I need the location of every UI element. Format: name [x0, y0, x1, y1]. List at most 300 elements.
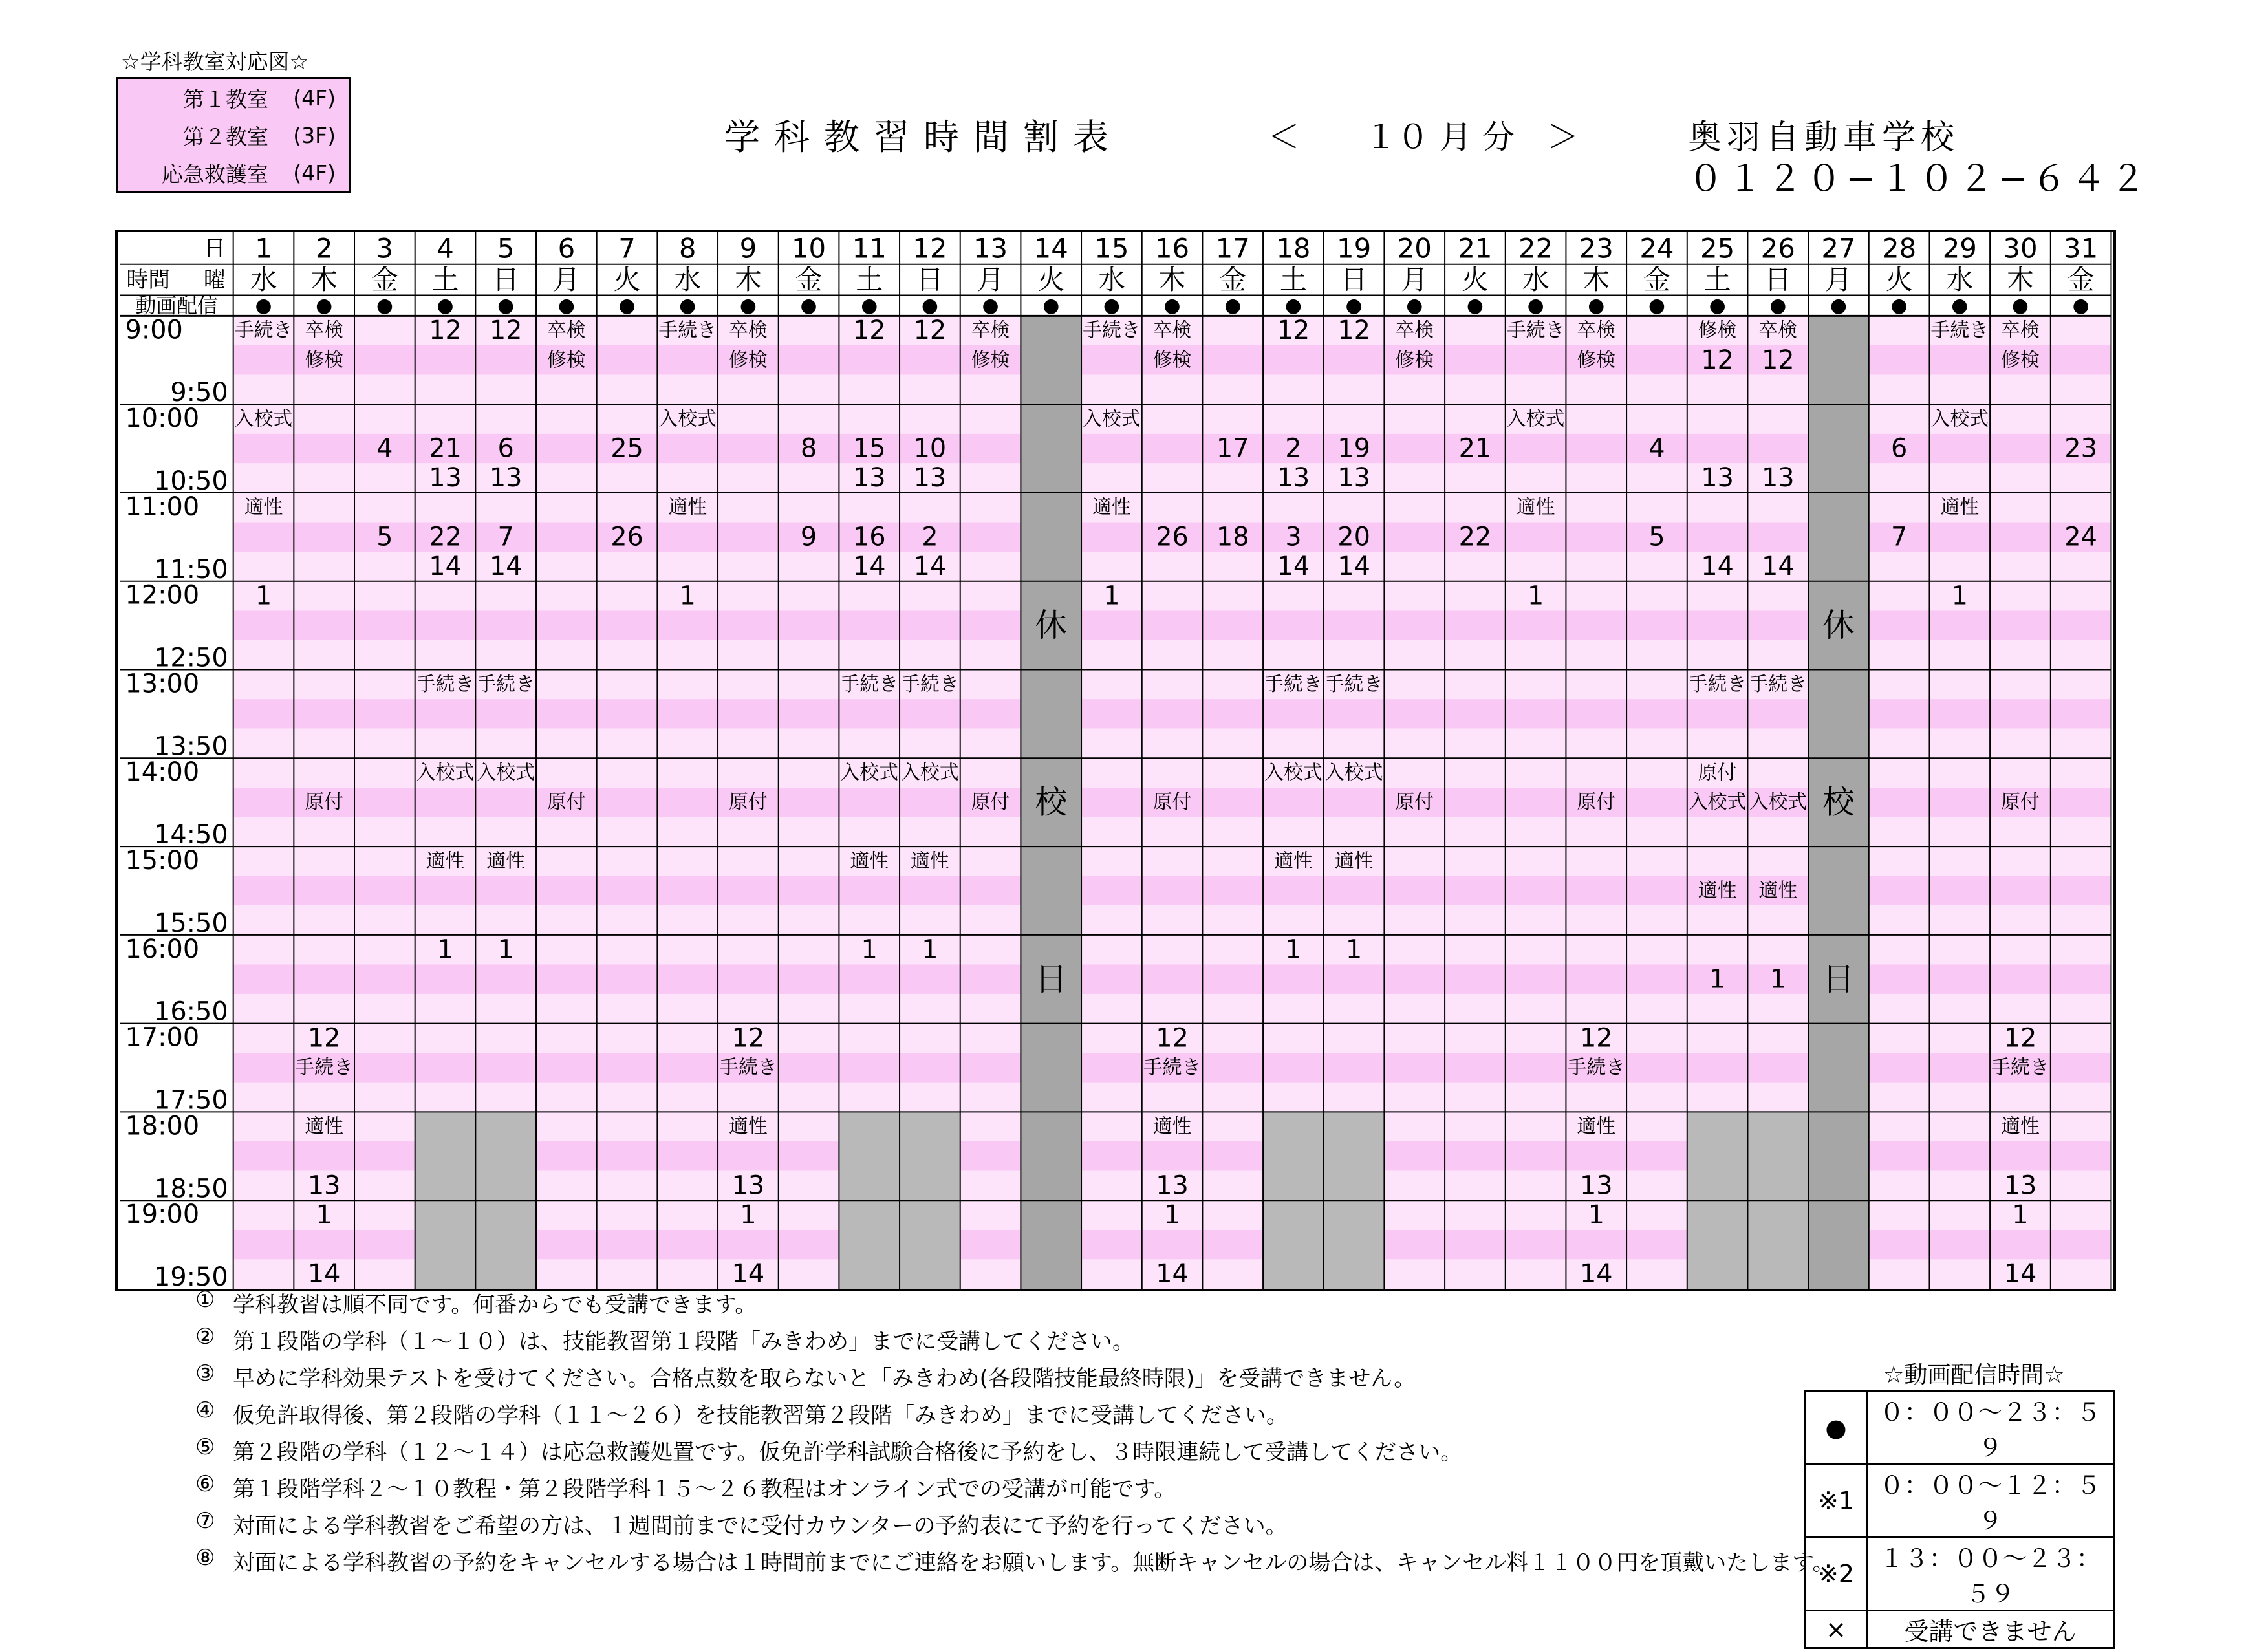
lesson-entry: 卒検: [729, 319, 768, 342]
video-mark: ●: [1769, 294, 1787, 317]
lesson-entry: 手続き: [295, 1056, 353, 1079]
lesson-entry: 13: [307, 1170, 341, 1201]
weekday: 木: [2007, 264, 2034, 296]
lesson-entry: 手続き: [477, 673, 535, 696]
day-number: 28: [1882, 232, 1917, 264]
lesson-entry: 13: [731, 1170, 765, 1201]
video-mark: ●: [1103, 294, 1120, 317]
note-number: ①: [195, 1287, 215, 1313]
lesson-entry: 入校式: [1930, 407, 1989, 431]
video-mark: ●: [1345, 294, 1363, 317]
video-mark: ●: [437, 294, 454, 317]
lesson-entry: 13: [1761, 463, 1795, 493]
lesson-entry: 8: [800, 433, 817, 464]
day-number: 22: [1518, 232, 1553, 264]
day-number: 12: [913, 232, 947, 264]
video-mark: ●: [1042, 294, 1060, 317]
period-end-time: 16:50: [154, 997, 228, 1027]
holiday-label: 日: [1035, 960, 1068, 998]
lesson-entry: 適性: [486, 850, 526, 873]
weekday: 水: [250, 264, 277, 296]
day-number: 21: [1458, 232, 1493, 264]
lesson-entry: 18: [1216, 522, 1249, 552]
lesson-entry: 適性: [1516, 496, 1555, 519]
day-number: 13: [973, 232, 1008, 264]
day-number: 15: [1094, 232, 1129, 264]
day-number: 8: [678, 232, 697, 264]
note-item: [195, 1324, 1835, 1361]
lesson-entry: 19: [1337, 433, 1370, 464]
lesson-entry: 7: [1890, 522, 1908, 552]
video-mark: ●: [1406, 294, 1423, 317]
lesson-entry: 手続き: [658, 319, 717, 342]
note-text: 学科教習は順不同です。何番からでも受講できます。: [233, 1292, 757, 1318]
weekday: 水: [1522, 264, 1550, 296]
video-mark: ●: [2072, 294, 2090, 317]
phone-number: ０１２０−１０２−６４２: [1688, 158, 2150, 199]
video-mark: ●: [1163, 294, 1181, 317]
weekday: 月: [552, 264, 580, 296]
lesson-entry: 14: [913, 551, 947, 581]
period-start-time: 9:00: [125, 315, 183, 345]
lesson-entry: 20: [1337, 522, 1370, 552]
lesson-entry: 14: [2003, 1259, 2037, 1289]
lesson-entry: 14: [1337, 551, 1370, 581]
lesson-entry: 4: [1648, 433, 1665, 464]
lesson-entry: 1: [1951, 581, 1968, 611]
weekday: 火: [1037, 264, 1065, 296]
period-start-time: 18:00: [125, 1111, 200, 1141]
lesson-entry: 2: [1285, 433, 1302, 464]
corner-time-label: 時間: [126, 267, 171, 293]
weekday: 木: [1582, 264, 1610, 296]
lesson-entry: 卒検: [305, 319, 344, 342]
lesson-entry: 14: [1701, 551, 1734, 581]
period-end-time: 15:50: [154, 908, 228, 938]
period-end-time: 12:50: [154, 643, 228, 673]
lesson-entry: 1: [861, 934, 878, 965]
lesson-entry: 9: [800, 522, 817, 552]
page-title: 学科教習時間割表: [724, 116, 1123, 158]
lesson-entry: 1: [1588, 1200, 1604, 1231]
lesson-entry: 1: [1709, 964, 1726, 995]
video-mark: ●: [1951, 294, 1969, 317]
video-mark: ●: [982, 294, 999, 317]
video-mark: ●: [255, 294, 272, 317]
lesson-entry: 適性: [1092, 496, 1131, 519]
lesson-entry: 修検: [2001, 349, 2040, 372]
lesson-entry: 1: [1527, 581, 1544, 611]
period-start-time: 17:00: [125, 1022, 200, 1053]
lesson-entry: 適性: [850, 850, 889, 873]
day-number: 16: [1154, 232, 1190, 264]
lesson-entry: 14: [731, 1259, 765, 1289]
weekday: 水: [674, 264, 702, 296]
video-mark: ●: [2011, 294, 2029, 317]
delivery-key: ※2: [1806, 1538, 1867, 1611]
lesson-entry: 適性: [911, 850, 949, 873]
lesson-entry: 原付: [1577, 791, 1616, 814]
lesson-entry: 手続き: [840, 673, 898, 696]
period-start-time: 19:00: [125, 1200, 200, 1230]
lesson-entry: 3: [1285, 522, 1302, 552]
timetable-grid: [118, 232, 2113, 1289]
lesson-entry: 原付: [729, 791, 768, 814]
period-end-time: 18:50: [154, 1174, 228, 1204]
lesson-entry: 修検: [1152, 349, 1192, 372]
lesson-entry: 修検: [305, 349, 344, 372]
note-text: 第２段階の学科（１２〜１４）は応急救護処置です。仮免許学科試験合格後に予約をし、３時限連続して受講してください。: [233, 1439, 1463, 1465]
video-mark: ●: [316, 294, 333, 317]
lesson-entry: 手続き: [719, 1056, 777, 1079]
note-number: ④: [195, 1397, 215, 1423]
lesson-entry: 5: [376, 522, 393, 552]
lesson-entry: 原付: [547, 791, 586, 814]
lesson-entry: 卒検: [1577, 319, 1616, 342]
delivery-value: １３：００〜２３：５９: [1867, 1538, 2114, 1611]
lesson-entry: 入校式: [901, 761, 959, 784]
lesson-entry: 12: [1277, 316, 1310, 346]
lesson-entry: 22: [429, 522, 462, 552]
room-name: 第１教室: [183, 86, 268, 112]
day-number: 9: [739, 232, 757, 264]
lesson-entry: 25: [610, 433, 643, 464]
lesson-entry: 12: [307, 1023, 341, 1053]
lesson-entry: 入校式: [416, 761, 475, 784]
video-mark: ●: [1648, 294, 1665, 317]
legend-row: [118, 116, 349, 154]
day-number: 14: [1033, 232, 1068, 264]
holiday-label: 休: [1822, 607, 1855, 645]
lesson-entry: 修検: [1698, 319, 1737, 342]
delivery-key: ×: [1806, 1611, 1867, 1648]
video-mark: ●: [618, 294, 636, 317]
delivery-row: [1806, 1392, 2114, 1465]
weekday: 土: [1280, 264, 1307, 296]
lesson-entry: 1: [316, 1200, 332, 1231]
video-mark: ●: [1224, 294, 1242, 317]
video-mark: ●: [861, 294, 878, 317]
lesson-entry: 14: [489, 551, 523, 581]
period-end-time: 17:50: [154, 1085, 228, 1116]
lesson-entry: 14: [1579, 1259, 1613, 1289]
room-floor: (3F): [293, 122, 336, 148]
lesson-entry: 14: [307, 1259, 341, 1289]
lesson-entry: 6: [497, 433, 514, 464]
lesson-entry: 手続き: [1991, 1056, 2049, 1079]
note-item: [195, 1361, 1835, 1397]
lesson-entry: 12: [1156, 1023, 1189, 1053]
room-name: 第２教室: [183, 124, 268, 149]
lesson-entry: 入校式: [658, 407, 717, 431]
month-label: ＜ １０ 月 分 ＞: [1268, 118, 1579, 156]
lesson-entry: 24: [2064, 522, 2097, 552]
lesson-entry: 原付: [305, 791, 344, 814]
lesson-entry: 手続き: [1324, 673, 1383, 696]
lesson-entry: 12: [1337, 316, 1370, 346]
lesson-entry: 修検: [971, 349, 1010, 372]
notes-list: [195, 1287, 1835, 1582]
delivery-value: ０：００〜２３：５９: [1867, 1392, 2114, 1465]
lesson-entry: 入校式: [1324, 761, 1383, 784]
lesson-entry: 修検: [1577, 349, 1616, 372]
lesson-entry: 手続き: [1264, 673, 1323, 696]
day-number: 3: [376, 232, 394, 264]
lesson-entry: 適性: [1577, 1115, 1616, 1138]
lesson-entry: 23: [2064, 433, 2097, 464]
delivery-row: [1806, 1538, 2114, 1611]
lesson-entry: 手続き: [1749, 673, 1808, 696]
lesson-entry: 14: [429, 551, 462, 581]
period-end-time: 13:50: [154, 731, 228, 762]
holiday-label: 校: [1035, 783, 1068, 821]
weekday: 土: [1703, 264, 1731, 296]
lesson-entry: 1: [1285, 934, 1302, 965]
lesson-entry: 適性: [1940, 496, 1980, 519]
weekday: 金: [795, 264, 823, 296]
lesson-entry: 1: [497, 934, 514, 965]
lesson-entry: 16: [852, 522, 886, 552]
note-item: [195, 1508, 1835, 1545]
lesson-entry: 14: [1277, 551, 1310, 581]
weekday: 月: [1825, 264, 1852, 296]
lesson-entry: 適性: [244, 496, 283, 519]
lesson-entry: 手続き: [1930, 319, 1989, 342]
note-text: 対面による学科教習の予約をキャンセルする場合は１時間前までにご連絡をお願いします。無断キャンセルの場合は、キャンセル料１１００円を頂戴いたします。: [233, 1550, 1835, 1576]
lesson-entry: 13: [1277, 463, 1310, 493]
note-text: 第１段階学科２〜１０教程・第２段階学科１５〜２６教程はオンライン式での受講が可能です。: [233, 1476, 1176, 1502]
lesson-entry: 13: [489, 463, 523, 493]
note-number: ⑦: [195, 1508, 215, 1534]
delivery-value: 受講できません: [1867, 1611, 2114, 1648]
lesson-entry: 手続き: [901, 673, 959, 696]
delivery-caption: ☆動画配信時間☆: [1883, 1362, 2065, 1388]
weekday: 火: [1885, 264, 1913, 296]
weekday: 木: [734, 264, 762, 296]
lesson-entry: 4: [376, 433, 393, 464]
note-number: ⑤: [195, 1434, 215, 1460]
day-number: 20: [1397, 232, 1432, 264]
delivery-value: ０：００〜１２：５９: [1867, 1465, 2114, 1538]
weekday: 木: [1158, 264, 1186, 296]
note-text: 対面による学科教習をご希望の方は、１週間前までに受付カウンターの予約表にて予約を行ってください。: [233, 1513, 1288, 1539]
video-mark: ●: [800, 294, 817, 317]
weekday: 火: [613, 264, 641, 296]
legend-row: [118, 79, 349, 116]
lesson-entry: 卒検: [971, 319, 1010, 342]
video-mark: ●: [1588, 294, 1605, 317]
lesson-entry: 5: [1648, 522, 1665, 552]
lesson-entry: 卒検: [2001, 319, 2040, 342]
lesson-entry: 適性: [729, 1115, 768, 1138]
lesson-entry: 修検: [729, 349, 768, 372]
lesson-entry: 12: [489, 316, 523, 346]
corner-weekday-label: 曜: [203, 267, 226, 293]
lesson-entry: 12: [852, 316, 886, 346]
day-number: 1: [255, 232, 272, 264]
weekday: 金: [1219, 264, 1247, 296]
lesson-entry: 26: [610, 522, 643, 552]
lesson-entry: 入校式: [1506, 407, 1565, 431]
lesson-entry: 1: [255, 581, 272, 611]
day-number: 29: [1942, 232, 1977, 264]
lesson-entry: 修検: [1395, 349, 1434, 372]
lesson-entry: 13: [1156, 1170, 1189, 1201]
period-end-time: 11:50: [154, 554, 228, 585]
lesson-entry: 卒検: [1395, 319, 1434, 342]
weekday: 日: [916, 264, 944, 296]
video-mark: ●: [1284, 294, 1302, 317]
lesson-entry: 13: [1337, 463, 1370, 493]
delivery-row: [1806, 1465, 2114, 1538]
day-number: 4: [437, 232, 454, 264]
lesson-entry: 1: [1345, 934, 1363, 965]
lesson-entry: 適性: [1334, 850, 1374, 873]
lesson-entry: 1: [740, 1200, 757, 1231]
weekday: 水: [1946, 264, 1974, 296]
lesson-entry: 12: [1761, 345, 1795, 375]
note-number: ⑥: [195, 1471, 215, 1497]
lesson-entry: 6: [1890, 433, 1908, 464]
video-mark: ●: [1527, 294, 1544, 317]
day-number: 19: [1336, 232, 1372, 264]
delivery-key: ●: [1806, 1392, 1867, 1465]
delivery-key: ※1: [1806, 1465, 1867, 1538]
day-number: 10: [791, 232, 826, 264]
note-number: ②: [195, 1324, 215, 1350]
lesson-entry: 12: [2003, 1023, 2037, 1053]
day-number: 2: [315, 232, 333, 264]
video-mark: ●: [679, 294, 697, 317]
timetable: [115, 230, 2116, 1291]
day-number: 23: [1579, 232, 1614, 264]
lesson-entry: 13: [1579, 1170, 1613, 1201]
lesson-entry: 適性: [426, 850, 465, 873]
day-number: 17: [1215, 232, 1250, 264]
lesson-entry: 21: [1458, 433, 1492, 464]
video-mark: ●: [1890, 294, 1908, 317]
day-number: 31: [2064, 232, 2099, 264]
weekday: 日: [1340, 264, 1368, 296]
lesson-entry: 手続き: [1688, 673, 1747, 696]
day-number: 7: [618, 232, 636, 264]
lesson-entry: 7: [497, 522, 514, 552]
lesson-entry: 手続き: [1083, 319, 1141, 342]
lesson-entry: 2: [922, 522, 938, 552]
room-floor: (4F): [293, 160, 336, 186]
room-name: 応急救護室: [162, 161, 268, 187]
lesson-entry: 14: [1156, 1259, 1189, 1289]
lesson-entry: 入校式: [840, 761, 898, 784]
room-floor: (4F): [293, 85, 336, 111]
lesson-entry: 14: [852, 551, 886, 581]
lesson-entry: 26: [1156, 522, 1189, 552]
note-text: 仮免許取得後、第２段階の学科（１１〜２６）を技能教習第２段階「みきわめ」までに受講してください。: [233, 1403, 1288, 1428]
lesson-entry: 手続き: [1506, 319, 1565, 342]
weekday: 木: [310, 264, 338, 296]
delivery-row: [1806, 1611, 2114, 1648]
lesson-entry: 適性: [1698, 879, 1737, 902]
lesson-entry: 卒検: [547, 319, 586, 342]
period-end-time: 9:50: [170, 378, 228, 408]
weekday: 金: [371, 264, 398, 296]
period-start-time: 12:00: [125, 580, 200, 610]
lesson-entry: 12: [1579, 1023, 1613, 1053]
period-start-time: 13:00: [125, 669, 200, 699]
video-mark: ●: [1466, 294, 1484, 317]
period-end-time: 10:50: [154, 466, 228, 497]
lesson-entry: 入校式: [1264, 761, 1323, 784]
day-number: 25: [1700, 232, 1735, 264]
lesson-entry: 12: [731, 1023, 765, 1053]
lesson-entry: 1: [2012, 1200, 2029, 1231]
lesson-entry: 15: [852, 433, 886, 464]
weekday: 日: [1764, 264, 1792, 296]
weekday: 月: [1401, 264, 1429, 296]
lesson-entry: 入校式: [477, 761, 535, 784]
video-mark: ●: [376, 294, 393, 317]
lesson-entry: 入校式: [1083, 407, 1141, 431]
lesson-entry: 原付: [1698, 761, 1737, 784]
school-name: 奥羽自動車学校: [1688, 118, 1960, 157]
note-text: 早めに学科効果テストを受けてください。合格点数を取らないと「みきわめ(各段階技能最終時限)」を受講できません。: [233, 1366, 1416, 1392]
period-start-time: 16:00: [125, 934, 200, 964]
lesson-entry: 1: [1163, 1200, 1181, 1231]
lesson-entry: 12: [1701, 345, 1734, 375]
note-text: 第１段階の学科（１〜１０）は、技能教習第１段階「みきわめ」までに受講してください。: [233, 1329, 1134, 1355]
lesson-entry: 21: [429, 433, 462, 464]
lesson-entry: 1: [437, 934, 454, 965]
lesson-entry: 入校式: [234, 407, 293, 431]
weekday: 日: [492, 264, 520, 296]
note-item: [195, 1434, 1835, 1471]
lesson-entry: 12: [429, 316, 462, 346]
delivery-table: [1804, 1390, 2115, 1649]
period-start-time: 14:00: [125, 757, 200, 788]
video-mark: ●: [921, 294, 938, 317]
weekday: 火: [1462, 264, 1489, 296]
day-number: 5: [497, 232, 515, 264]
video-mark: ●: [739, 294, 757, 317]
note-number: ③: [195, 1361, 215, 1386]
lesson-entry: 1: [922, 934, 938, 965]
legend-row: [118, 154, 349, 191]
lesson-entry: 入校式: [1688, 791, 1747, 814]
holiday-label: 休: [1035, 607, 1068, 645]
video-delivery-label: 動画配信: [135, 293, 218, 318]
lesson-entry: 22: [1458, 522, 1492, 552]
video-mark: ●: [497, 294, 515, 317]
lesson-entry: 13: [913, 463, 947, 493]
day-number: 27: [1821, 232, 1856, 264]
classroom-legend: [116, 77, 351, 193]
lesson-entry: 原付: [971, 791, 1010, 814]
note-item: [195, 1471, 1835, 1508]
lesson-entry: 原付: [1152, 791, 1192, 814]
lesson-entry: 手続き: [1567, 1056, 1626, 1079]
day-number: 26: [1760, 232, 1795, 264]
lesson-entry: 適性: [2001, 1115, 2040, 1138]
weekday: 土: [431, 264, 459, 296]
weekday: 月: [977, 264, 1004, 296]
lesson-entry: 適性: [1758, 879, 1798, 902]
lesson-entry: 1: [1103, 581, 1120, 611]
legend-caption: ☆学科教室対応図☆: [121, 49, 309, 74]
video-mark: ●: [1709, 294, 1726, 317]
lesson-entry: 卒検: [1152, 319, 1192, 342]
lesson-entry: 13: [429, 463, 462, 493]
day-number: 18: [1276, 232, 1311, 264]
